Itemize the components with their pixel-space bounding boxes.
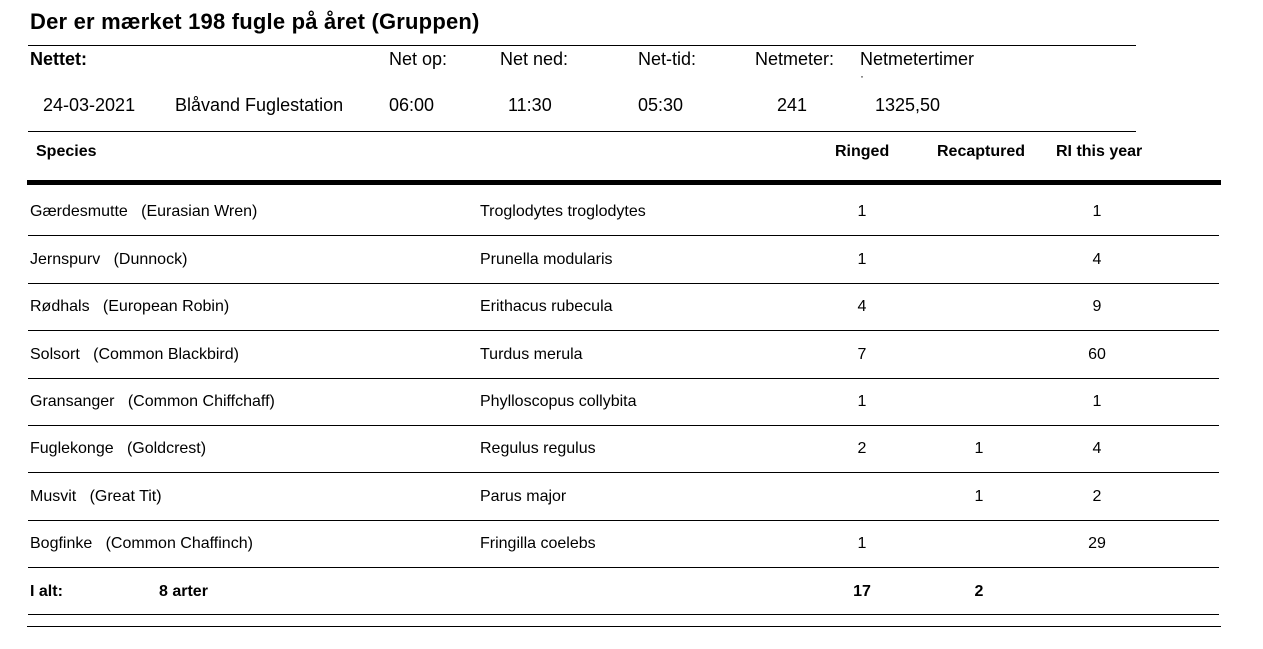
total-species-count: 8 arter bbox=[159, 583, 208, 600]
table-row bbox=[28, 472, 1219, 519]
table-row bbox=[28, 330, 1219, 377]
net-date: 24-03-2021 bbox=[43, 95, 136, 115]
table-row bbox=[28, 519, 1219, 566]
ringed-count: 4 bbox=[857, 298, 867, 315]
ri-this-year-count: 29 bbox=[1088, 535, 1106, 552]
netmeter-value: 241 bbox=[777, 95, 808, 115]
table-row bbox=[28, 187, 1219, 234]
label-overflow-mark: · bbox=[860, 69, 864, 83]
net-op-value: 06:00 bbox=[389, 95, 435, 115]
species-name: Musvit (Great Tit) bbox=[30, 488, 162, 505]
ri-this-year-count: 60 bbox=[1088, 346, 1106, 363]
species-latin: Regulus regulus bbox=[480, 440, 596, 457]
ri-this-year-count: 1 bbox=[1092, 203, 1102, 220]
header-bottom-rule bbox=[28, 131, 1136, 132]
netmetertimer-label: Netmetertimer bbox=[860, 49, 975, 69]
ri-this-year-count: 2 bbox=[1092, 488, 1102, 505]
net-tid-label: Net-tid: bbox=[638, 49, 697, 69]
net-tid-value: 05:30 bbox=[638, 95, 684, 115]
col-header-ri-this-year: RI this year bbox=[1056, 143, 1143, 160]
species-latin: Erithacus rubecula bbox=[480, 298, 613, 315]
species-name: Fuglekonge (Goldcrest) bbox=[30, 440, 207, 457]
table-row bbox=[28, 235, 1219, 282]
net-op-label: Net op: bbox=[389, 49, 448, 69]
ringed-count: 7 bbox=[857, 346, 867, 363]
species-latin: Phylloscopus collybita bbox=[480, 393, 637, 410]
species-name: Bogfinke (Common Chaffinch) bbox=[30, 535, 253, 552]
ringed-count: 1 bbox=[857, 393, 867, 410]
species-name: Jernspurv (Dunnock) bbox=[30, 251, 188, 268]
net-station: Blåvand Fuglestation bbox=[175, 95, 344, 115]
ringed-count: 2 bbox=[857, 440, 867, 457]
row-divider bbox=[28, 614, 1219, 615]
ringed-count: 1 bbox=[857, 203, 867, 220]
total-row bbox=[28, 567, 1219, 614]
species-latin: Parus major bbox=[480, 488, 567, 505]
recaptured-count: 1 bbox=[974, 488, 984, 505]
netmetertimer-value: 1325,50 bbox=[875, 95, 941, 115]
species-latin: Fringilla coelebs bbox=[480, 535, 596, 552]
table-row bbox=[28, 282, 1219, 329]
ri-this-year-count: 4 bbox=[1092, 251, 1102, 268]
net-ned-value: 11:30 bbox=[508, 95, 552, 115]
table-row bbox=[28, 424, 1219, 471]
net-label: Nettet: bbox=[30, 49, 87, 69]
total-recaptured: 2 bbox=[974, 583, 984, 600]
table-bottom-rule bbox=[27, 626, 1221, 627]
ri-this-year-count: 4 bbox=[1092, 440, 1102, 457]
species-name: Solsort (Common Blackbird) bbox=[30, 346, 239, 363]
table-header-rule bbox=[27, 180, 1221, 185]
col-header-recaptured: Recaptured bbox=[937, 143, 1026, 160]
ringed-count: 1 bbox=[857, 251, 867, 268]
species-latin: Troglodytes troglodytes bbox=[480, 203, 646, 220]
species-latin: Turdus merula bbox=[480, 346, 583, 363]
ri-this-year-count: 1 bbox=[1092, 393, 1102, 410]
net-ned-label: Net ned: bbox=[500, 49, 569, 69]
species-name: Gærdesmutte (Eurasian Wren) bbox=[30, 203, 258, 220]
ri-this-year-count: 9 bbox=[1092, 298, 1102, 315]
species-name: Rødhals (European Robin) bbox=[30, 298, 230, 315]
ringed-count: 1 bbox=[857, 535, 867, 552]
recaptured-count: 1 bbox=[974, 440, 984, 457]
table-row bbox=[28, 377, 1219, 424]
netmeter-label: Netmeter: bbox=[755, 49, 835, 69]
species-name: Gransanger (Common Chiffchaff) bbox=[30, 393, 275, 410]
col-header-ringed: Ringed bbox=[835, 143, 890, 160]
species-latin: Prunella modularis bbox=[480, 251, 613, 268]
page-title: Der er mærket 198 fugle på året (Gruppen) bbox=[30, 9, 480, 34]
total-label: I alt: bbox=[30, 583, 63, 600]
col-header-species: Species bbox=[36, 143, 97, 160]
total-ringed: 17 bbox=[853, 583, 871, 600]
header-top-rule bbox=[28, 45, 1136, 46]
